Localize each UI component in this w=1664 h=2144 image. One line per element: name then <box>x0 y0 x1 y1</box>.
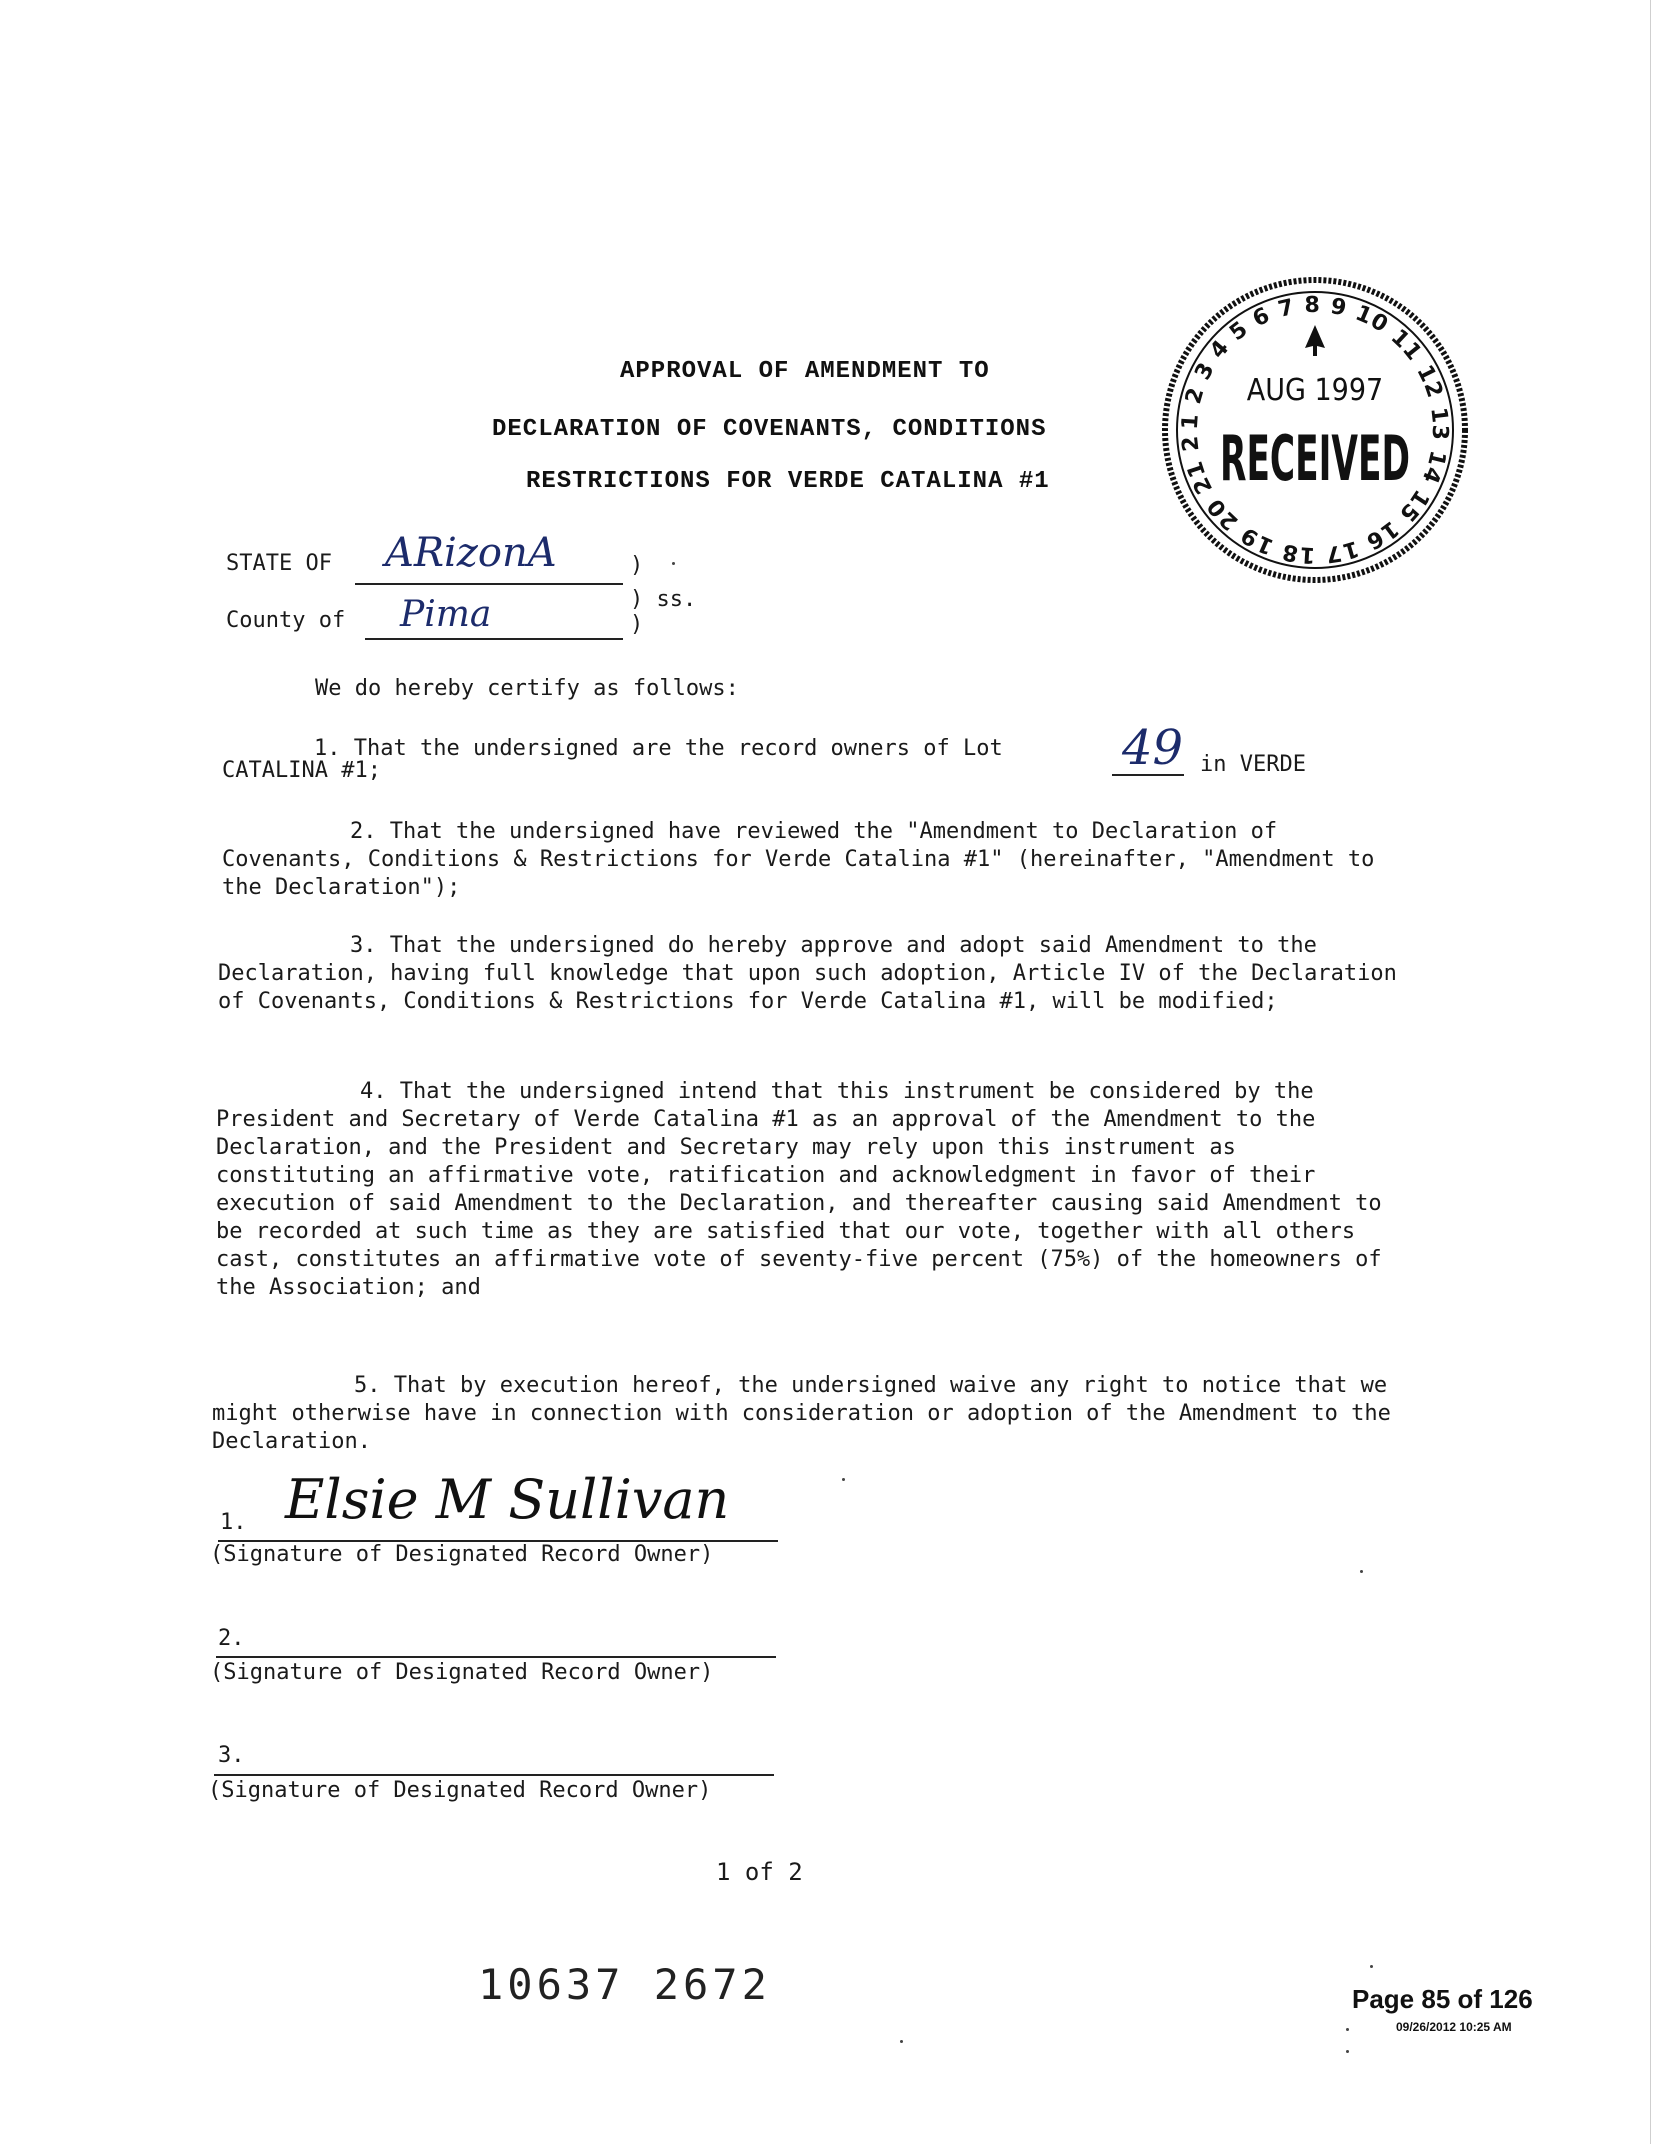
scan-speck <box>1346 2028 1349 2031</box>
item-3-text: 3. That the undersigned do hereby approve and adopt said Amendment to the Declaration, having full knowledge that upon such adoption, Article IV of the Declaration of Covenants, Conditions & Restrictions for Verde Catalina #1, will be modified; <box>218 933 1397 1014</box>
item-1-cont: CATALINA #1; <box>222 758 381 783</box>
item-4-text: 4. That the undersigned intend that this instrument be considered by the President and Secretary of Verde Catalina #1 as an approval of the Amendment to the Declaration, and the President and Secretary may rely upon this instrument as constituting an affirmative vote, ratification and acknowledgment in favor of their execution of said Amendment to the Declaration, and thereafter causing said Amendment to be recorded at such time as they are satisfied that our vote, together with all others cast, constitutes an affirmative vote of seventy-five percent (75%) of the homeowners of the Association; and <box>216 1079 1382 1300</box>
state-bracket: ) <box>630 553 644 578</box>
state-handwritten: ARizonA <box>385 530 557 576</box>
item-1-text: 1. That the undersigned are the record owners of Lot <box>314 736 1003 761</box>
signature-1-handwritten: Elsie M Sullivan <box>285 1468 730 1531</box>
title-line-1: APPROVAL OF AMENDMENT TO <box>620 358 990 385</box>
ss-label: ) ss. <box>630 587 697 612</box>
state-label: STATE OF <box>226 551 332 576</box>
signature-1-number: 1. <box>220 1510 247 1535</box>
title-line-3: RESTRICTIONS FOR VERDE CATALINA #1 <box>526 468 1050 495</box>
scan-edge <box>1650 0 1651 2144</box>
received-stamp <box>1155 270 1475 590</box>
county-handwritten: Pima <box>400 594 492 635</box>
stamp-ring-numbers: 1 2 3 4 5 6 7 8 9 10 11 12 13 14 15 16 17 18 19 20 21 2 <box>1177 292 1453 568</box>
scan-speck <box>1360 1570 1363 1573</box>
scan-speck <box>900 2040 903 2043</box>
scan-speck <box>842 1478 845 1481</box>
state-underline <box>355 583 623 585</box>
signature-3-line <box>214 1774 774 1776</box>
scan-speck <box>1370 1965 1373 1968</box>
page-counter: Page 85 of 126 <box>1352 1984 1533 2014</box>
signature-3-number: 3. <box>218 1743 245 1768</box>
signature-2-line <box>216 1656 776 1658</box>
signature-2-number: 2. <box>218 1626 245 1651</box>
item-5-text: 5. That by execution hereof, the undersigned waive any right to notice that we might otherwise have in connection with consideration or adoption of the Amendment to the Declaration. <box>212 1373 1391 1454</box>
page-indicator: 1 of 2 <box>716 1858 803 1886</box>
timestamp: 09/26/2012 10:25 AM <box>1396 2020 1512 2034</box>
county-label: County of <box>226 608 346 633</box>
intro-text: We do hereby certify as follows: <box>315 676 739 701</box>
lot-number-handwritten: 49 <box>1122 720 1184 776</box>
signature-1-caption: (Signature of Designated Record Owner) <box>210 1542 714 1567</box>
recording-number: 10637 2672 <box>478 1960 771 2009</box>
stamp-graphic <box>1155 270 1475 590</box>
stamp-word: RECEIVED <box>1220 422 1410 495</box>
county-underline <box>365 638 623 640</box>
arrow-up-icon <box>1305 325 1325 356</box>
scan-speck <box>1346 2050 1349 2053</box>
county-bracket: ) <box>630 612 644 637</box>
signature-3-caption: (Signature of Designated Record Owner) <box>208 1778 712 1803</box>
scan-speck <box>672 562 675 565</box>
item-1-suffix: in VERDE <box>1200 752 1306 777</box>
title-line-2: DECLARATION OF COVENANTS, CONDITIONS <box>492 416 1047 443</box>
stamp-date: AUG 1997 <box>1246 373 1384 408</box>
item-2-text: 2. That the undersigned have reviewed the "Amendment to Declaration of Covenants, Conditions & Restrictions for Verde Catalina #1" (hereinafter, "Amendment to the Declaration"); <box>222 819 1375 900</box>
signature-2-caption: (Signature of Designated Record Owner) <box>210 1660 714 1685</box>
lot-underline <box>1112 774 1184 776</box>
